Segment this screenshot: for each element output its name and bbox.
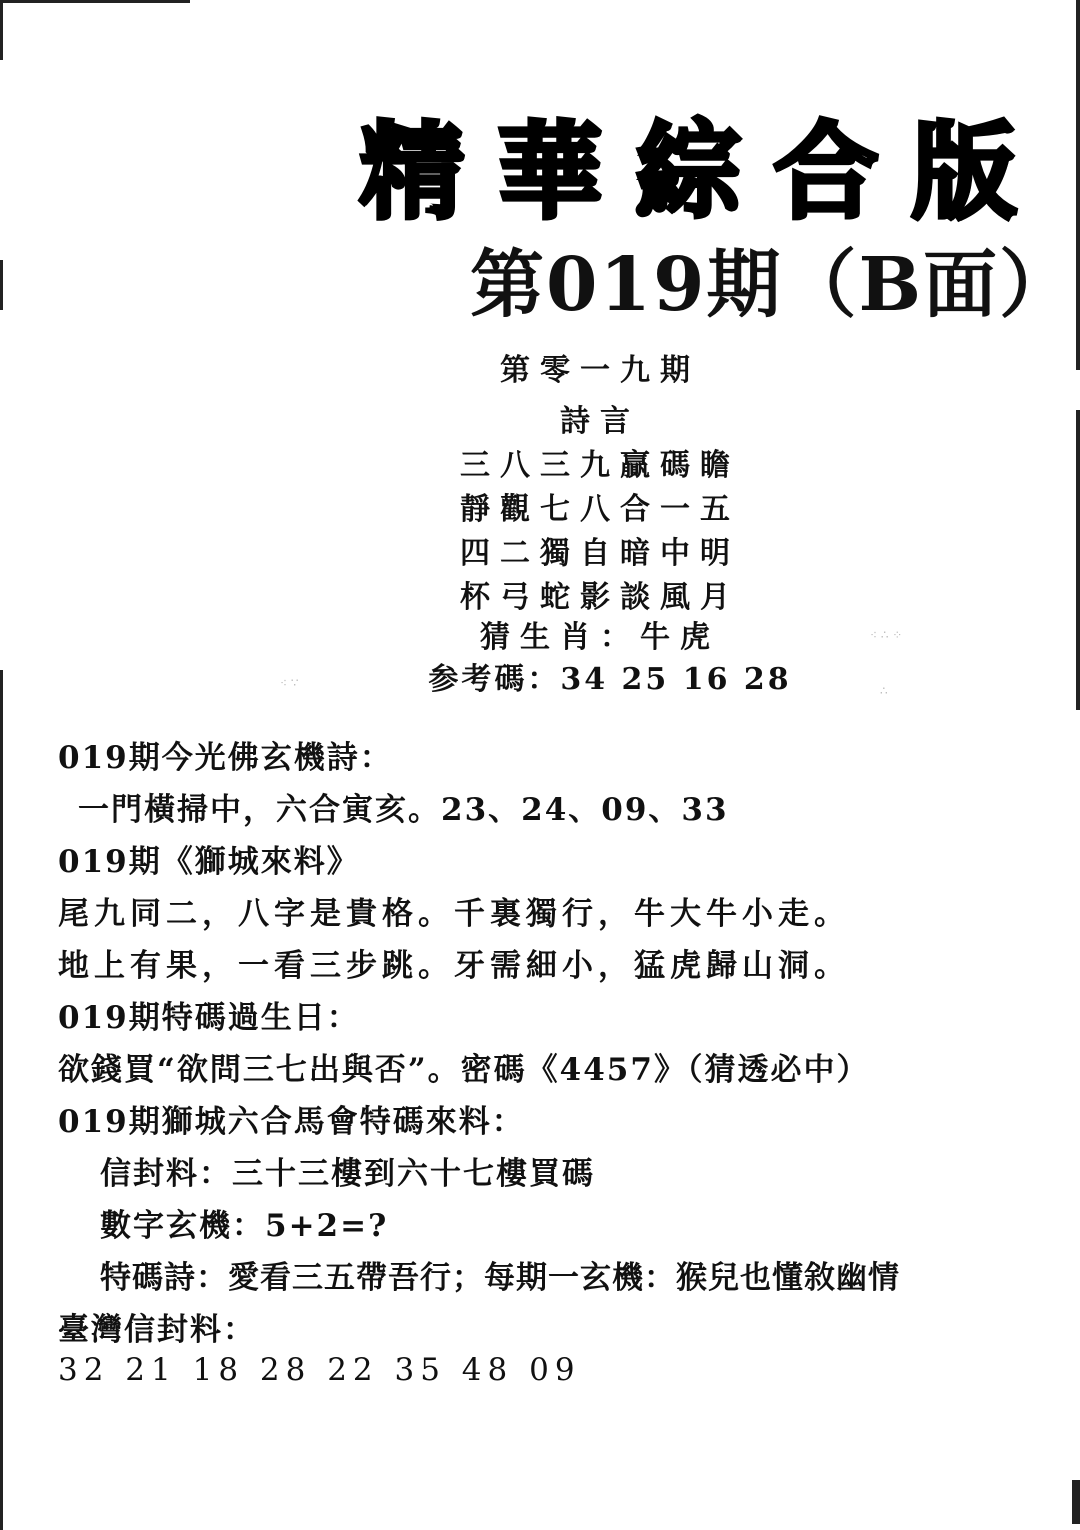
left-scan-line-mid xyxy=(0,260,3,310)
poem-heading: 詩言 xyxy=(560,404,640,439)
poem-line-1: 三八三九贏碼瞻 xyxy=(460,448,740,483)
issue-heading: 第019期（B面） xyxy=(470,242,1076,328)
right-scan-line-low xyxy=(1072,1480,1080,1524)
text-line-1: 019期今光佛玄機詩： xyxy=(58,740,393,776)
text-line-10: 數字玄機：5+2=? xyxy=(100,1208,389,1244)
text-line-7: 欲錢買“欲問三七出與否”。密碼《4457》（猜透必中） xyxy=(58,1052,870,1088)
text-line-8: 019期獅城六合馬會特碼來料： xyxy=(58,1104,525,1140)
page-title: 精華綜合版 xyxy=(360,111,1051,233)
text-line-9: 信封料：三十三樓到六十七樓買碼 xyxy=(100,1156,595,1192)
text-line-13: 32 21 18 28 22 35 48 09 xyxy=(58,1352,581,1388)
poem-line-3: 四二獨自暗中明 xyxy=(460,536,740,571)
left-scan-line-low xyxy=(0,670,3,1530)
text-line-6: 019期特碼過生日： xyxy=(58,1000,360,1036)
scan-noise: ⁖ ∵ xyxy=(280,676,299,690)
poem-line-4: 杯弓蛇影談風月 xyxy=(460,580,740,615)
reference-numbers: 参考碼：34 25 16 28 xyxy=(428,662,792,697)
text-line-5: 地上有果，一看三步跳。牙需細小，猛虎歸山洞。 xyxy=(58,948,850,984)
left-scan-line-top xyxy=(0,0,3,60)
text-line-2: 一門橫掃中，六合寅亥。23、24、09、33 xyxy=(78,792,729,828)
scan-noise: ∴ xyxy=(880,684,888,698)
scan-noise: ⁖ ∴ ⁘ xyxy=(870,628,903,642)
text-line-3: 019期《獅城來料》 xyxy=(58,844,360,880)
issue-number-chinese: 第零一九期 xyxy=(500,353,700,388)
poem-line-2: 靜觀七八合一五 xyxy=(460,492,740,527)
text-line-11: 特碼詩：愛看三五帶吾行；每期一玄機：猴兒也懂敘幽情 xyxy=(100,1260,900,1296)
text-line-4: 尾九同二，八字是貴格。千裏獨行，牛大牛小走。 xyxy=(58,896,850,932)
zodiac-guess: 猜生肖：牛虎 xyxy=(480,620,720,655)
right-scan-line-top xyxy=(1076,0,1080,370)
top-scan-line xyxy=(0,0,190,3)
text-line-12: 臺灣信封料： xyxy=(58,1312,256,1348)
right-scan-line-mid xyxy=(1076,410,1080,710)
